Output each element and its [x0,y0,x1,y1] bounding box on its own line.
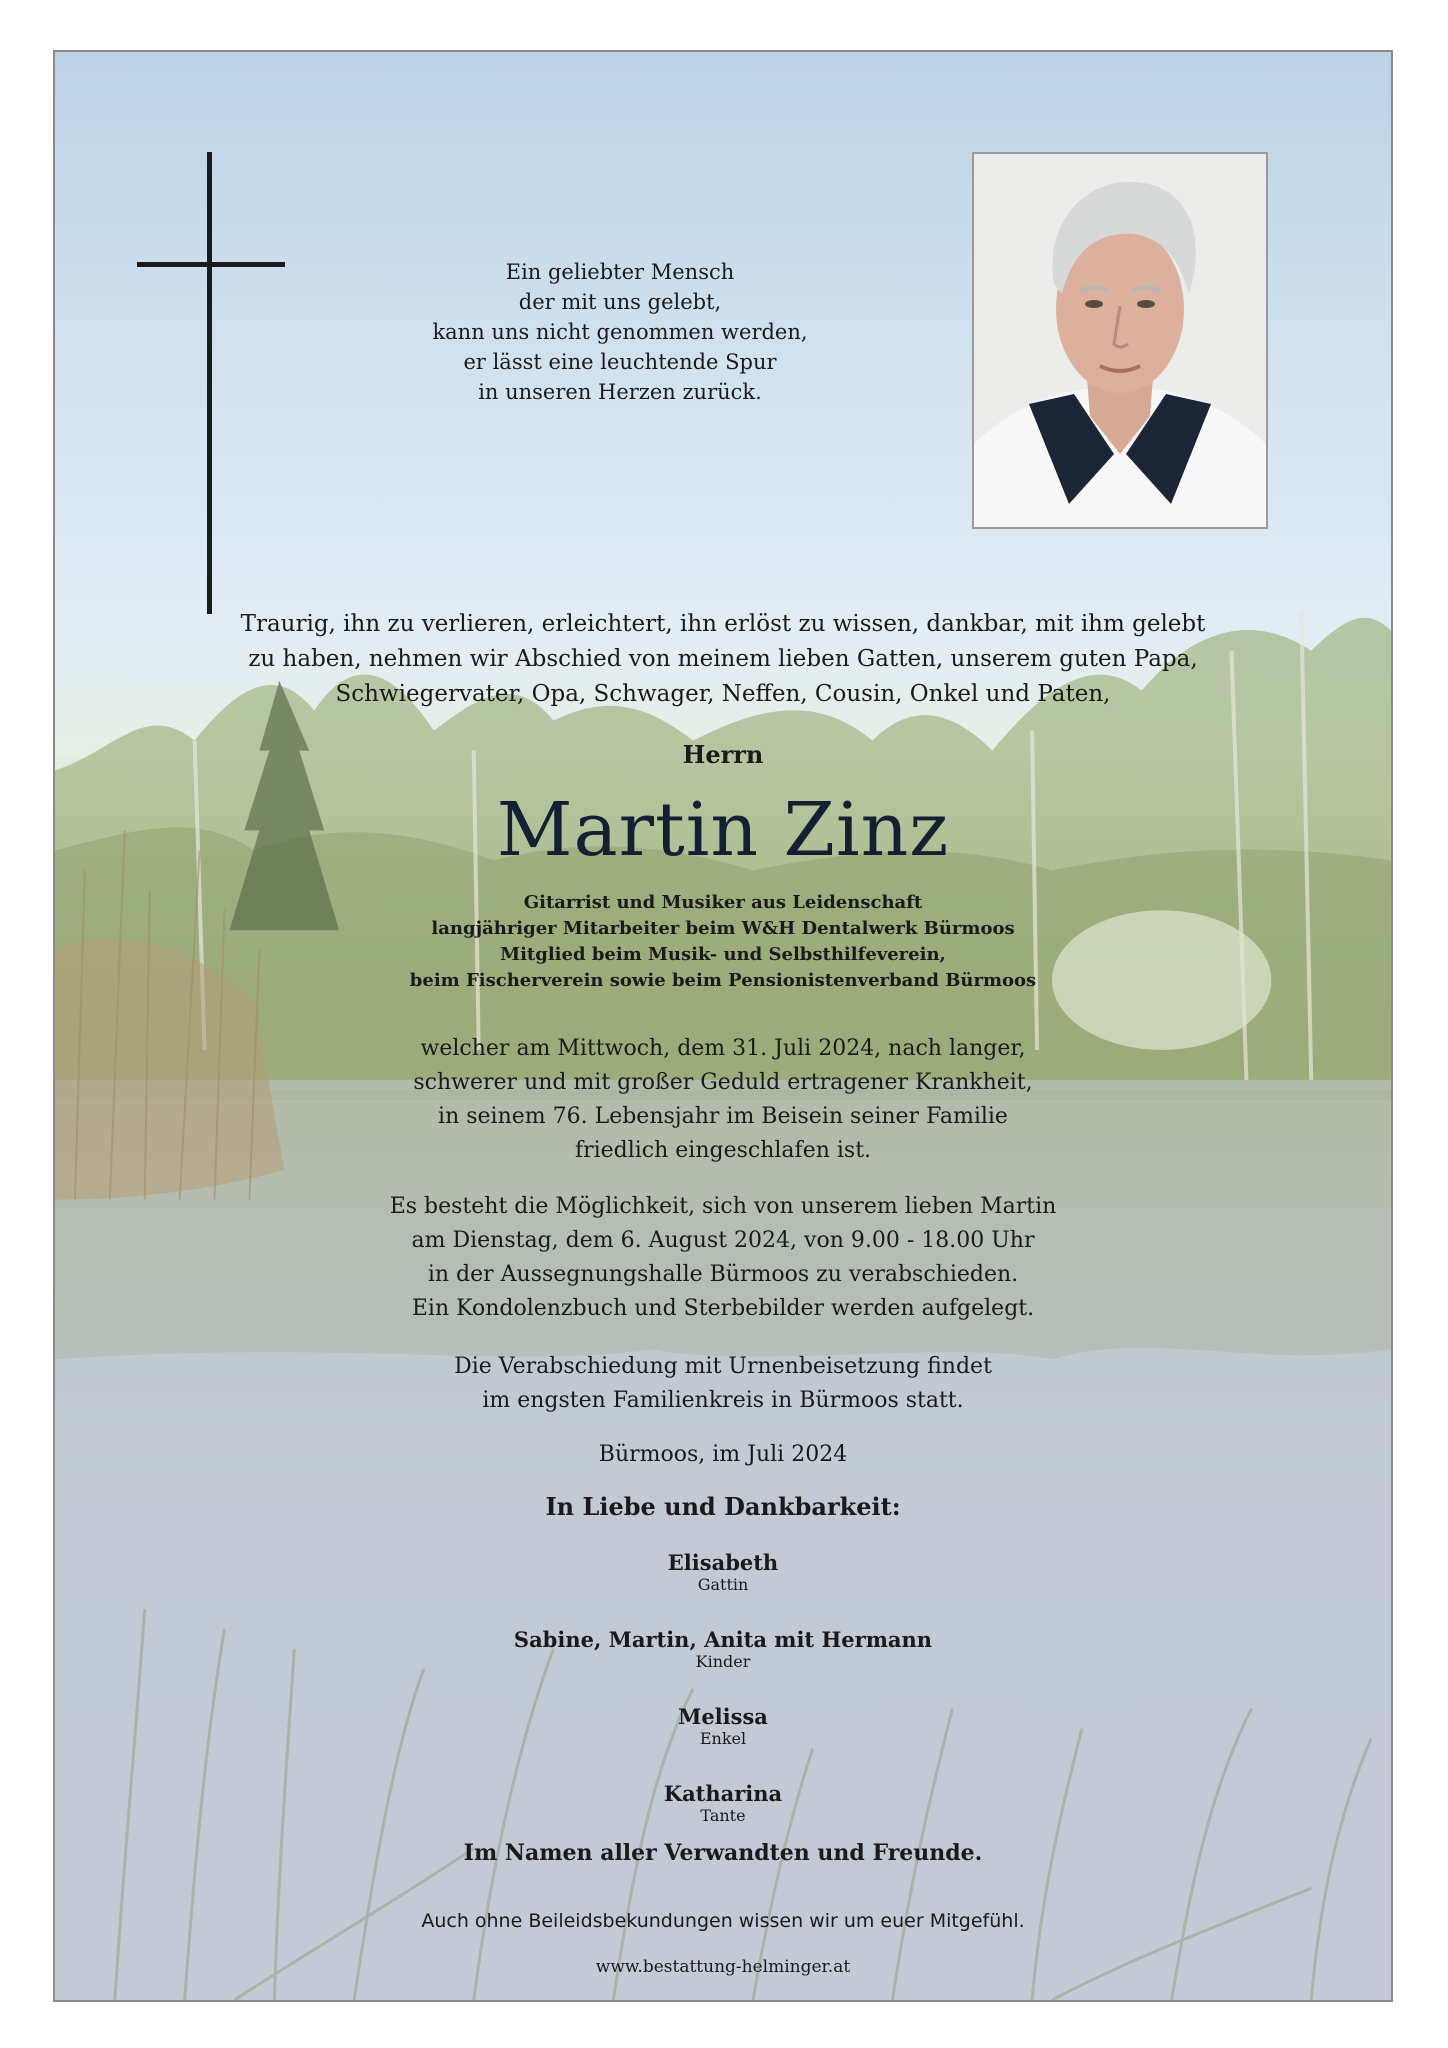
intro-line: Schwiegervater, Opa, Schwager, Neffen, Cousin, Onkel und Paten, [335,681,1111,707]
mourner-names: Sabine, Martin, Anita mit Hermann [513,1627,933,1652]
burial-line: im engsten Familienkreis in Bürmoos statt. [482,1388,964,1413]
poem-line: er lässt eine leuchtende Spur [463,350,777,374]
mourner-group [55,1627,1391,1671]
farewell-line: Es besteht die Möglichkeit, sich von unserem lieben Martin [389,1194,1057,1219]
intro-line: zu haben, nehmen wir Abschied von meinem lieben Gatten, unserem guten Papa, [248,646,1198,672]
farewell-line: am Dienstag, dem 6. August 2024, von 9.00 - 18.00 Uhr [411,1228,1035,1253]
mourner-names: Elisabeth [667,1550,779,1575]
death-line: welcher am Mittwoch, dem 31. Juli 2024, nach langer, [420,1036,1026,1061]
poem-line: der mit uns gelebt, [518,290,722,314]
mourner-relation: Gattin [697,1575,749,1594]
mourner-group [55,1704,1391,1748]
death-announcement [55,1032,1391,1168]
funeral-home-website: www.bestattung-helminger.at [595,1957,851,1977]
deceased-name: Martin Zinz [496,787,950,873]
role-line: Gitarrist und Musiker aus Leidenschaft [523,892,923,913]
mourner-group [55,1781,1391,1825]
mourner-group [55,1550,1391,1594]
farewell-line: in der Aussegnungshalle Bürmoos zu verabschieden. [427,1262,1019,1287]
mourner-relation: Enkel [699,1729,747,1748]
memorial-poem [385,257,855,407]
death-line: schwerer und mit großer Geduld ertragener Krankheit, [413,1070,1033,1095]
mourner-names: Katharina [663,1781,783,1806]
salutation: Herrn [682,740,764,769]
portrait-illustration [974,154,1266,527]
portrait-photo [972,152,1268,529]
role-line: beim Fischerverein sowie beim Pensionistenverband Bürmoos [409,970,1037,991]
intro-line: Traurig, ihn zu verlieren, erleichtert, ihn erlöst zu wissen, dankbar, mit ihm gelebt [240,611,1206,637]
burial-info [55,1350,1391,1418]
mourner-relation: Tante [700,1806,746,1825]
poem-line: in unseren Herzen zurück. [478,380,762,404]
role-line: langjähriger Mitarbeiter beim W&H Dentalwerk Bürmoos [431,918,1015,939]
burial-line: Die Verabschiedung mit Urnenbeisetzung findet [454,1354,992,1379]
intro-text [55,607,1391,712]
closing-line: Im Namen aller Verwandten und Freunde. [463,1840,983,1866]
death-line: in seinem 76. Lebensjahr im Beisein seiner Familie [438,1104,1008,1129]
poem-line: Ein geliebter Mensch [505,260,735,284]
place-date: Bürmoos, im Juli 2024 [598,1442,848,1467]
farewell-line: Ein Kondolenzbuch und Sterbebilder werden aufgelegt. [411,1296,1035,1321]
obituary-card [53,50,1393,2002]
mourner-relation: Kinder [695,1652,751,1671]
death-line: friedlich eingeschlafen ist. [574,1138,872,1163]
mourner-names: Melissa [678,1704,768,1729]
poem-line: kann uns nicht genommen werden, [432,320,808,344]
condolence-note: Auch ohne Beileidsbekundungen wissen wir um euer Mitgefühl. [421,1910,1025,1932]
farewell-info [55,1190,1391,1326]
role-line: Mitglied beim Musik- und Selbsthilfeverein, [500,944,946,965]
deceased-roles [55,890,1391,994]
mourners-heading: In Liebe und Dankbarkeit: [545,1492,901,1521]
